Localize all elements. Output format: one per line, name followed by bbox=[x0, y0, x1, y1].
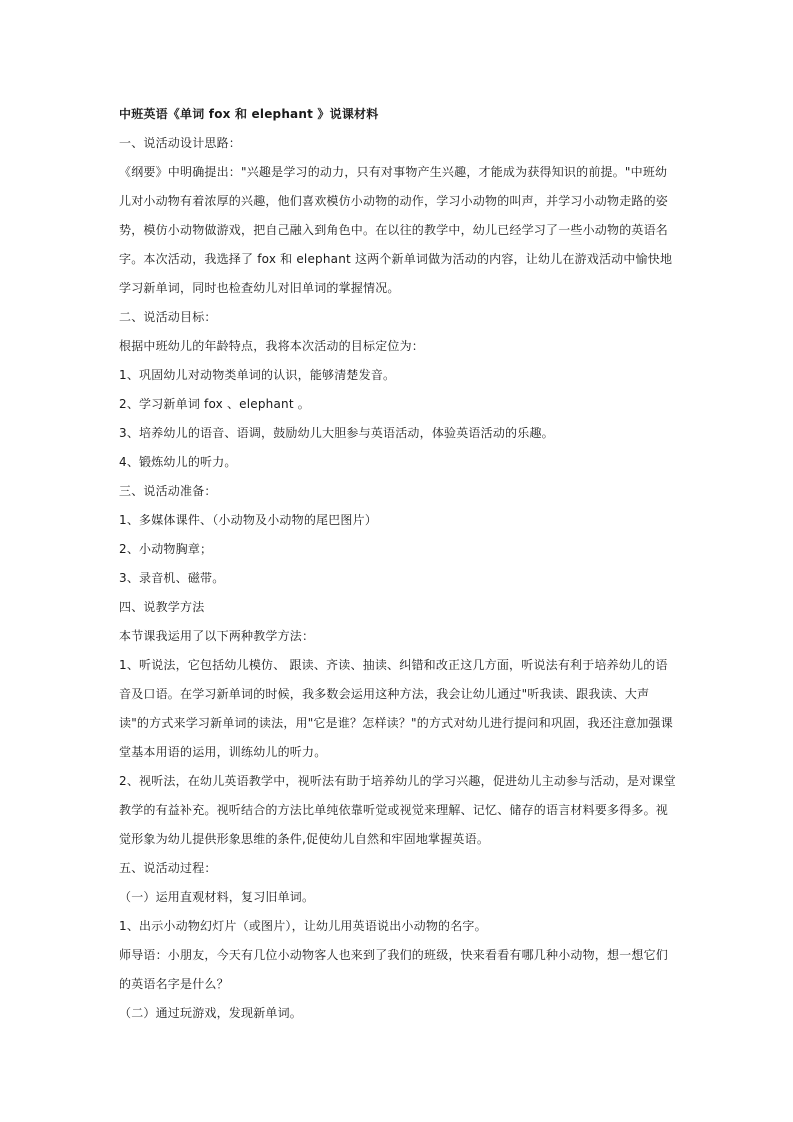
paragraph-methods-intro: 本节课我运用了以下两种教学方法： bbox=[119, 629, 315, 643]
method-item-2: 2、视听法，在幼儿英语教学中，视听法有助于培养幼儿的学习兴趣，促进幼儿主动参与活动，是对课堂教学的有益补充。视听结合的方法比单纯依靠听觉或视觉来理解、记忆、储存的语言材料要多得多。视觉形象为幼儿提供形象思维的条件,促使幼儿自然和牢固地掌握英语。 bbox=[119, 774, 676, 846]
process-step-1-item-1: 1、出示小动物幻灯片（或图片），让幼儿用英语说出小动物的名字。 bbox=[119, 919, 487, 933]
teacher-prompt: 师导语：小朋友，今天有几位小动物客人也来到了我们的班级，快来看看有哪几种小动物，想一想它们的英语名字是什么？ bbox=[119, 948, 669, 991]
method-item-1: 1、听说法，它包括幼儿模仿、 跟读、齐读、抽读、纠错和改正这几方面，听说法有利于培养幼儿的语音及口语。在学习新单词的时候，我多数会运用这种方法，我会让幼儿通过"听我读、跟我读、大声读"的方式来学习新单词的读法，用"它是谁？怎样读？"的方式对幼儿进行提问和巩固，我还注意加强课堂基本用语的运用，训练幼儿的听力。 bbox=[119, 658, 673, 759]
section-heading-methods: 四、说教学方法 bbox=[119, 600, 205, 614]
document-body bbox=[119, 100, 677, 1028]
goal-item-1: 1、巩固幼儿对动物类单词的认识，能够清楚发音。 bbox=[119, 368, 396, 382]
paragraph-goals-intro: 根据中班幼儿的年龄特点，我将本次活动的目标定位为： bbox=[119, 339, 425, 353]
section-heading-goals: 二、说活动目标： bbox=[119, 310, 217, 324]
preparation-item-1: 1、多媒体课件、（小动物及小动物的尾巴图片） bbox=[119, 513, 378, 527]
goal-item-4: 4、锻炼幼儿的听力。 bbox=[119, 455, 237, 469]
section-heading-process: 五、说活动过程： bbox=[119, 861, 217, 875]
process-step-1: （一）运用直观材料，复习旧单词。 bbox=[119, 890, 315, 904]
section-heading-design: 一、说活动设计思路： bbox=[119, 136, 242, 150]
goal-item-3: 3、培养幼儿的语音、语调，鼓励幼儿大胆参与英语活动，体验英语活动的乐趣。 bbox=[119, 426, 554, 440]
section-heading-preparation: 三、说活动准备： bbox=[119, 484, 217, 498]
preparation-item-2: 2、小动物胸章； bbox=[119, 542, 213, 556]
process-step-2: （二）通过玩游戏，发现新单词。 bbox=[119, 1006, 303, 1020]
preparation-item-3: 3、录音机、磁带。 bbox=[119, 571, 225, 585]
paragraph-design-rationale: 《纲要》中明确提出："兴趣是学习的动力，只有对事物产生兴趣，才能成为获得知识的前提。"中班幼儿对小动物有着浓厚的兴趣，他们喜欢模仿小动物的动作，学习小动物的叫声，并学习小动物走路的姿势，模仿小动物做游戏，把自己融入到角色中。在以往的教学中，幼儿已经学习了一些小动物的英语名字。本次活动，我选择了 fox 和 elephant 这两个新单词做为活动的内容，让幼儿在游戏活动中愉快地学习新单词，同时也检查幼儿对旧单词的掌握情况。 bbox=[119, 165, 673, 295]
goal-item-2: 2、学习新单词 fox 、elephant 。 bbox=[119, 397, 310, 411]
document-title: 中班英语《单词 fox 和 elephant 》说课材料 bbox=[119, 107, 379, 121]
